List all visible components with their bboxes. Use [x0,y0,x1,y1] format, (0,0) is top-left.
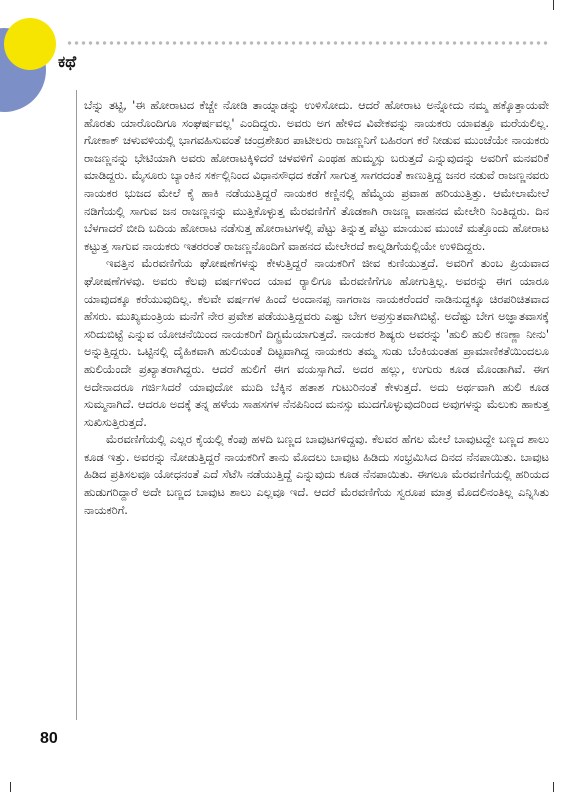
section-label: ಕಥೆ [58,52,77,71]
dotted-header-rule [66,40,548,46]
crop-mark-bottom-left [0,782,11,792]
page-number: 80 [40,730,58,747]
decorative-yellow-circle [4,18,56,70]
paragraph-2: ಇವತ್ತಿನ ಮೆರವಣಿಗೆಯ ಘೋಷಣೆಗಳನ್ನು ಕೇಳುತ್ತಿದ್ದರೆ ನಾಯಕರಿಗೆ ಜೀವ ಕುಣಿಯುತ್ತದೆ. ಅವರಿಗೆ ತುಂಬ ಪ್ರಿಯವಾದ ಘೋಷಣೆಗಳವು. ಅವರು ಕೆಲವು ವರ್ಷಗಳಿಂದ ಯಾವ ರ‍್ಯಾಲಿಗೂ ಮೆರವಣಿಗೆಗೂ ಹೋಗುತ್ತಿಲ್ಲ. ಅವರನ್ನು ಈಗ ಯಾರೂ ಯಾವುದಕ್ಕೂ ಕರೆಯುವುದಿಲ್ಲ. ಕೆಲವೇ ವರ್ಷಗಳ ಹಿಂದೆ ಅಂದಾನಪ್ಪ ನಾಗರಾಜ ನಾಯಕರೆಂದರೆ ನಾಡಿನುದ್ದಕ್ಕೂ ಚಿರಪರಿಚಿತವಾದ ಹೆಸರು. ಮುಖ್ಯಮಂತ್ರಿಯ ಮನೆಗೆ ನೇರ ಪ್ರವೇಶ ಪಡೆಯುತ್ತಿದ್ದವರು ಎಷ್ಟು ಬೇಗ ಅಪ್ರಸ್ತುತವಾಗಿಬಿಟ್ಟೆ. ಅದೆಷ್ಟು ಬೇಗ ಅಜ್ಞಾತವಾಸಕ್ಕೆ ಸರಿದುಬಿಟ್ಟೆ ಎನ್ನುವ ಯೋಚನೆಯಿಂದ ನಾಯಕರಿಗೆ ದಿಗ್ಭ್ರಮೆಯಾಗುತ್ತದೆ. ನಾಯಕರ ಶಿಷ್ಯರು ಅವರನ್ನು 'ಹುಲಿ ಹುಲಿ ಕಣಣ್ಣಾ ನೀನು' ಅನ್ನುತ್ತಿದ್ದರು. ಒಟ್ಟಿನಲ್ಲಿ ದೈಹಿಕವಾಗಿ ಹುಲಿಯಂತೆ ದಿಟ್ಟವಾಗಿದ್ದ ನಾಯಕರು ತಮ್ಮ ಸುಡು ಬೆಂಕಿಯಂತಹ ಪ್ರಾಮಾಣಿಕತೆಯಿಂದಲೂ ಹುಲಿಯೆಂದೇ ಪ್ರಖ್ಯಾತರಾಗಿದ್ದರು. ಆದರೆ ಹುಲಿಗೆ ಈಗ ವಯಸ್ಸಾಗಿದೆ. ಅದರ ಹಲ್ಲು, ಉಗುರು ಕೂಡ ಮೊಂಡಾಗಿವೆ. ಈಗ ಅದೇನಾದರೂ ಗರ್ಜಿಸಿದರೆ ಯಾವುದೋ ಮುದಿ ಬೆಕ್ಕಿನ ಹತಾಶ ಗುಟುರಿನಂತೆ ಕೇಳುತ್ತದೆ. ಅದು ಅರ್ಥವಾಗಿ ಹುಲಿ ಕೂಡ ಸುಮ್ಮನಾಗಿದೆ. ಆದರೂ ಅದಕ್ಕೆ ತನ್ನ ಹಳೆಯ ಸಾಹಸಗಳ ನೆನಪಿನಿಂದ ಮನಸ್ಸು ಮುದಗೊಳ್ಳುವುದರಿಂದ ಅವುಗಳನ್ನು ಮೆಲುಕು ಹಾಕುತ್ತ ಸುಖಿಸುತ್ತಿರುತ್ತದೆ. [84,256,549,429]
crop-mark-top-right [553,0,563,10]
paragraph-1: ಬೆನ್ನು ತಟ್ಟಿ, 'ಈ ಹೋರಾಟದ ಕೆಚ್ಚೇ ನೋಡಿ ತಾಯ್ನಾಡನ್ನು ಉಳಿಸೋದು. ಆದರೆ ಹೋರಾಟ ಅನ್ನೋದು ನಮ್ಮ ಹಕ್ಕೊತ್ತಾಯವೇ ಹೊರತು ಯಾರೊಂದಿಗೂ ಸಂಘರ್ಷವಲ್ಲ' ಎಂದಿದ್ದರು. ಅವರು ಅಗ ಹೇಳಿದ ವಿವೇಕವನ್ನು ನಾಯಕರು ಯಾವತ್ತೂ ಮರೆಯಲಿಲ್ಲ. ಗೋಕಾಕ್ ಚಳುವಳಿಯಲ್ಲಿ ಭಾಗವಹಿಸುವಂತೆ ಚಂದ್ರಶೇಖರ ಪಾಟೀಲರು ರಾಜಣ್ಣನಿಗೆ ಬಹಿರಂಗ ಕರೆ ನೀಡುವ ಮುಂಚೆಯೇ ನಾಯಕರು ರಾಜಣ್ಣನನ್ನು ಭೇಟಿಯಾಗಿ ಅವರು ಹೋರಾಟಕ್ಕಿಳಿದರೆ ಚಳವಳಿಗೆ ಎಂಥಹ ಹುಮ್ಮಸ್ಸು ಬರುತ್ತದೆ ಎನ್ನುವುದನ್ನು ಅವರಿಗೆ ಮನವರಿಕೆ ಮಾಡಿದ್ದರು. ಮೈಸೂರು ಬ್ಯಾಂಕಿನ ಸರ್ಕಲ್ಲಿನಿಂದ ವಿಧಾನಸೌಧದ ಕಡೆಗೆ ಸಾಗುತ್ತ ಸಾಗರದಂತೆ ಕಾಣುತ್ತಿದ್ದ ಜನರ ನಡುವೆ ರಾಜಣ್ಣನವರು ನಾಯಕರ ಭುಜದ ಮೇಲೆ ಕೈ ಹಾಕಿ ನಡೆಯುತ್ತಿದ್ದರೆ ನಾಯಕರ ಕಣ್ಣಿನಲ್ಲಿ ಹೆಮ್ಮೆಯ ಪ್ರವಾಹ ಹರಿಯುತ್ತಿತ್ತು. ಆಮೇಲಾಮೇಲೆ ನಡಿಗೆಯಲ್ಲಿ ಸಾಗುವ ಜನ ರಾಜಣ್ಣನನ್ನು ಮುತ್ತಿಕೊಳ್ಳುತ್ತ ಮೆರವಣಿಗೆಗೆ ತೊಡಕಾಗಿ ರಾಜಣ್ಣ ವಾಹನದ ಮೇಲೇರಿ ನಿಂತಿದ್ದರು. ದಿನ ಬೆಳಗಾದರೆ ಬೀದಿ ಬದಿಯ ಹೋರಾಟ ನಡೆಸುತ್ತ ಹೋರಾಟಗಳಲ್ಲಿ ಪೆಟ್ಟು ತಿನ್ನುತ್ತ ಪೆಟ್ಟು ಮಾಯುವ ಮುಂಚೆ ಮತ್ತೊಂದು ಹೋರಾಟ ಕಟ್ಟುತ್ತ ಸಾಗುವ ನಾಯಕರು ಇತರರಂತೆ ರಾಜಣ್ಣನೊಂದಿಗೆ ವಾಹನದ ಮೇಲೇರದೆ ಕಾಲ್ನಡಿಗೆಯಲ್ಲಿಯೇ ಉಳಿದಿದ್ದರು. [84,98,549,253]
crop-mark-bottom-right [553,782,563,792]
article-body [84,97,549,519]
margin-rule [76,90,77,720]
paragraph-3: ಮೆರವಣಿಗೆಯಲ್ಲಿ ಎಲ್ಲರ ಕೈಯಲ್ಲಿ ಕೆಂಪು ಹಳದಿ ಬಣ್ಣದ ಬಾವುಟಗಳಿದ್ದವು. ಕೆಲವರ ಹೆಗಲ ಮೇಲೆ ಬಾವುಟದ್ದೇ ಬಣ್ಣದ ಶಾಲು ಕೂಡ ಇತ್ತು. ಅವರನ್ನು ನೋಡುತ್ತಿದ್ದರೆ ನಾಯಕರಿಗೆ ತಾನು ಮೊದಲು ಬಾವುಟ ಹಿಡಿದು ಸಂಭ್ರಮಿಸಿದ ದಿನದ ನೆನಪಾಯಿತು. ಬಾವುಟ ಹಿಡಿದ ಪ್ರತಿಸಲವೂ ಯೋಧನಂತೆ ಎದೆ ಸೆಟೆಸಿ ನಡೆಯುತ್ತಿದ್ದೆ ಎನ್ನುವುದು ಕೂಡ ನೆನಪಾಯಿತು. ಈಗಲೂ ಮೆರವಣಿಗೆಯಲ್ಲಿ ಹರಿಯದ ಹುಡುಗರಿದ್ದಾರೆ ಅದೇ ಬಣ್ಣದ ಬಾವುಟ ಶಾಲು ಎಲ್ಲವೂ ಇದೆ. ಆದರೆ ಮೆರವಣಿಗೆಯ ಸ್ವರೂಪ ಮಾತ್ರ ಮೊದಲಿನಂತಿಲ್ಲ ಎನ್ನಿಸಿತು ನಾಯಕರಿಗೆ. [84,432,549,517]
